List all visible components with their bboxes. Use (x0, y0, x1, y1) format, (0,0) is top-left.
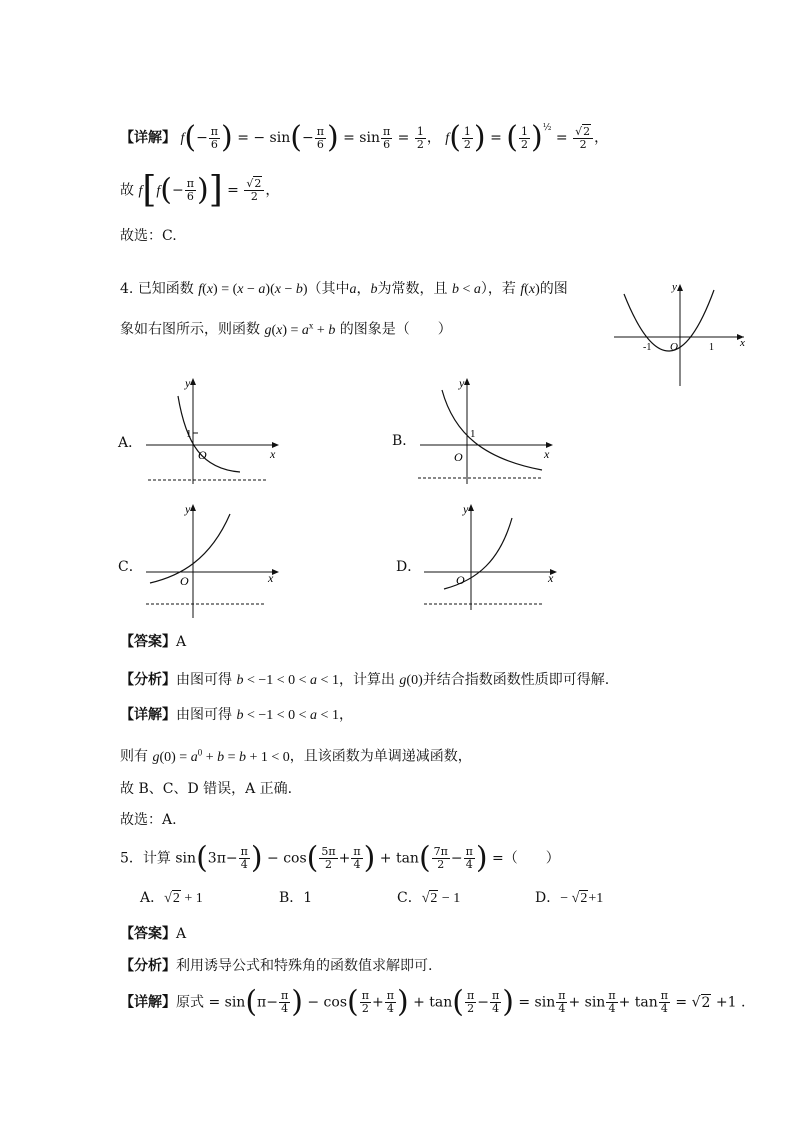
q4-answer: 【答案】A (120, 634, 187, 650)
prev-choose: 故选：C. (120, 228, 177, 244)
svg-text:x: x (544, 447, 550, 461)
svg-text:y: y (185, 376, 191, 390)
one-label: 1 (709, 342, 714, 353)
svg-text:O: O (456, 573, 465, 587)
option-d-graph (418, 500, 563, 615)
q4-detail-line3: 故 B、C、D 错误，A 正确. (120, 781, 293, 797)
detail-label: 【详解】 (120, 130, 176, 146)
origin-label: O (670, 341, 678, 353)
q5-option-b: B．1 (279, 890, 313, 906)
q4-option-a-label: A． (118, 435, 143, 451)
neg-one-label: -1 (643, 342, 652, 353)
svg-text:x: x (548, 571, 554, 585)
svg-text:O: O (180, 574, 189, 588)
q5-option-c: C．√2 − 1 (397, 890, 461, 906)
q4-analysis: 【分析】由图可得 b < −1 < 0 < a < 1，计算出 g(0)并结合指数函数性质即可得解. (120, 672, 610, 688)
q4-option-d-label: D． (396, 559, 422, 575)
svg-text:y: y (459, 376, 465, 390)
q5-option-d: D．− √2+1 (535, 890, 604, 906)
q4-option-c-label: C． (118, 559, 143, 575)
svg-text:x: x (268, 571, 274, 585)
q5-stem: 5．计算 sin(3π− $\frac{\pi}{4}$ ) − cos( $\frac{5\pi}{2}$ + $\frac{\pi}{4}$ ) + tan( $\frac{7\pi}{2}$ − $\frac{\pi}{4}$ ) =（ ） (120, 840, 560, 876)
parabola-figure (610, 280, 750, 390)
q4-stem-line1: 4. 已知函数 f(x) = (x − a)(x − b)（其中a，b为常数，且 b < a），若 f(x)的图 (120, 281, 568, 297)
q5-answer: 【答案】A (120, 926, 187, 942)
q4-detail-line2: 则有 $g(0) = a^0 + b = b + 1 < 0$，且该函数为单调递减函数， (120, 747, 472, 765)
x-axis-label: x (740, 337, 745, 349)
prev-detail-line2: 故 f[f(− $\frac{\pi}{6}$ )] = $\frac{√2}{2}$ ， (120, 169, 280, 211)
svg-text:y: y (185, 502, 191, 516)
q5-analysis: 【分析】利用诱导公式和特殊角的函数值求解即可. (120, 958, 433, 974)
option-a-graph (140, 374, 285, 489)
q4-stem-line2: 象如右图所示，则函数 $g(x) = a^x + b$ 的图象是（ ） (120, 320, 452, 338)
svg-text:1: 1 (186, 428, 192, 440)
q5-option-a: A．√2 + 1 (140, 890, 203, 906)
q4-detail-line1: 【详解】由图可得 b < −1 < 0 < a < 1， (120, 707, 353, 723)
q4-option-b-label: B． (392, 433, 417, 449)
option-c-graph (140, 500, 285, 620)
q5-detail: 【详解】原式 = sin(π− $\frac{\pi}{4}$ ) − cos( $\frac{\pi}{2}$ + $\frac{\pi}{4}$ ) + tan( $\frac{\pi}{2}$ − $\frac{\pi}{4}$ ) = sin $\frac{\pi}{4}$ + sin $\frac{\pi}{4}$ + tan $\frac{\pi}{4}$ = √2 +1 . (120, 984, 746, 1020)
svg-text:1: 1 (470, 428, 476, 440)
prev-detail-line1: 【详解】 f(− $\frac{\pi}{6}$ ) = − sin(− $\frac{\pi}{6}$ ) = sin $\frac{\pi}{6}$ = $\frac{1}{2}$ ， f( $\frac{1}{2}$ ) = ( $\frac{1}{2}$ )$^{\frac{1}{2}}$ = $\frac{√2}{2}$ ， (120, 120, 609, 155)
svg-text:O: O (454, 450, 463, 464)
q4-choose: 故选：A. (120, 812, 177, 828)
svg-text:x: x (270, 447, 276, 461)
y-axis-label: y (672, 281, 677, 293)
svg-text:y: y (463, 502, 469, 516)
svg-text:O: O (198, 448, 207, 462)
option-b-graph (414, 374, 559, 489)
